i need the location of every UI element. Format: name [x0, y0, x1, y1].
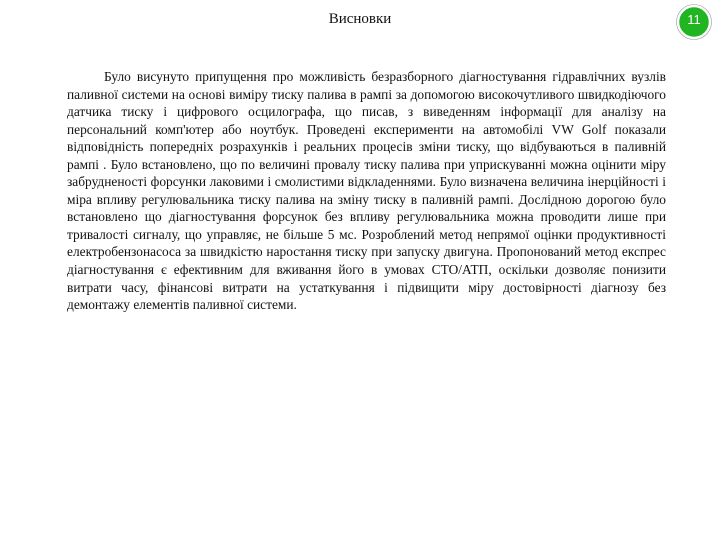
page-number-badge: [675, 3, 713, 41]
page-number: 11: [687, 12, 701, 27]
conclusions-paragraph: Було висунуто припущення про можливість безразборного діагностування гідравлічних вузлів паливної системи на основі виміру тиску палива в рампі за допомогою високочутливого швидкодіючого датчика тиску і цифрового осцилографа, що писав, з виведенням інформації для аналізу на персональний комп'ютер або ноутбук. Проведені експерименти на автомобілі VW Golf показали відповідність попередніх розрахунків і реальних процесів зміни тиску, що відбуваються в паливній рампі . Було встановлено, що по величині провалу тиску палива при уприскуванні можна оцінити міру забрудненості форсунки лаковими і смолистими відкладеннями. Було визначена величина інерційності і міра впливу регулювальника тиску палива на зміну тиску в паливній рампі. Дослідною дорогою було встановлено що діагностування форсунок без впливу регулювальника можна проводити лише при тривалості сигналу, що управляє, не більше 5 мс. Розроблений метод непрямої оцінки продуктивності електробензонасоса за швидкістю наростання тиску при запуску двигуна. Пропонований метод експрес діагностування є ефективним для вживання його в умовах СТО/АТП, оскільки дозволяє понизити витрати часу, фінансові витрати на устаткування і підвищити міру достовірності діагнозу без демонтажу елементів паливної системи.: [67, 69, 666, 313]
slide-title: Висновки: [328, 11, 392, 27]
